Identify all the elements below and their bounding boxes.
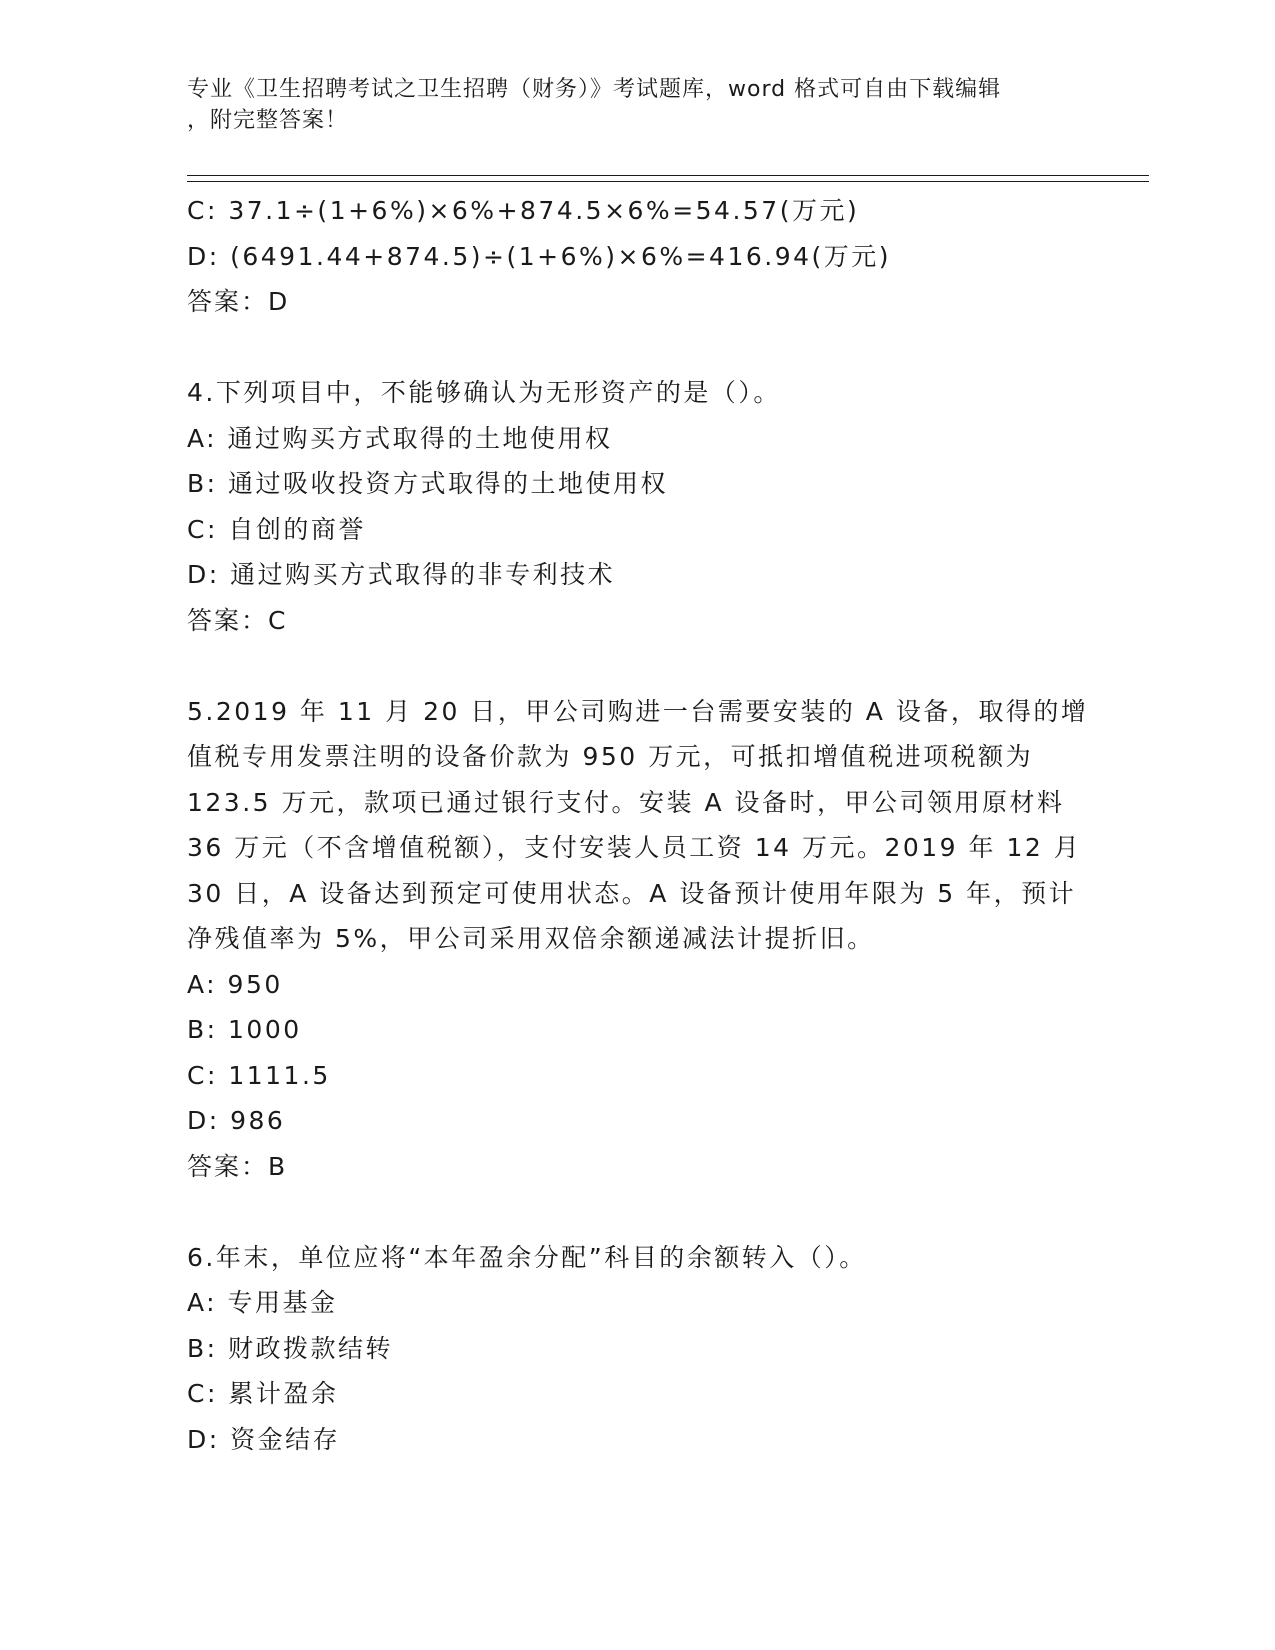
- q3-option-c: C: 37.1÷(1+6%)×6%+874.5×6%=54.57(万元): [187, 196, 860, 225]
- q5-stem-line-1: 5.2019 年 11 月 20 日，甲公司购进一台需要安装的 A 设备，取得的增: [187, 696, 1089, 726]
- q6-stem: 6.年末，单位应将“本年盈余分配”科目的余额转入（）。: [187, 1242, 867, 1272]
- question-3-tail: [187, 188, 1107, 325]
- q6-option-b: B: 财政拨款结转: [187, 1333, 394, 1363]
- q6-option-a: A: 专用基金: [187, 1288, 338, 1317]
- q5-stem-line-6: 净残值率为 5%，甲公司采用双倍余额递减法计提折旧。: [187, 924, 875, 953]
- spacer: [187, 643, 1107, 689]
- q5-answer: 答案：B: [187, 1151, 288, 1181]
- q4-stem: 4.下列项目中，不能够确认为无形资产的是（）。: [187, 378, 781, 407]
- question-4: [187, 370, 1107, 643]
- q5-option-a: A: 950: [187, 969, 283, 999]
- spacer: [187, 325, 1107, 371]
- q4-option-d: D: 通过购买方式取得的非专利技术: [187, 560, 616, 589]
- q5-option-b: B: 1000: [187, 1015, 302, 1044]
- q3-option-d: D: (6491.44+874.5)÷(1+6%)×6%=416.94(万元): [187, 241, 892, 271]
- q4-option-c: C: 自创的商誉: [187, 514, 366, 544]
- q3-answer: 答案：D: [187, 287, 290, 316]
- q4-answer: 答案：C: [187, 605, 288, 635]
- header-divider-top: [187, 175, 1149, 176]
- q5-option-c: C: 1111.5: [187, 1060, 331, 1090]
- header-divider-bottom: [187, 181, 1149, 182]
- spacer: [187, 1189, 1107, 1235]
- question-content: [187, 188, 1107, 1462]
- question-5: [187, 689, 1107, 1190]
- q4-option-b: B: 通过吸收投资方式取得的土地使用权: [187, 469, 669, 498]
- question-6: [187, 1235, 1107, 1463]
- q5-stem-line-2: 值税专用发票注明的设备价款为 950 万元，可抵扣增值税进项税额为: [187, 742, 1034, 771]
- document-header: 专业《卫生招聘考试之卫生招聘（财务）》考试题库，word 格式可自由下载编辑 ，附完整答案！: [187, 77, 1002, 133]
- q6-option-d: D: 资金结存: [187, 1424, 341, 1454]
- q6-option-c: C: 累计盈余: [187, 1379, 339, 1408]
- q5-option-d: D: 986: [187, 1106, 286, 1135]
- q4-option-a: A: 通过购买方式取得的土地使用权: [187, 423, 613, 453]
- q5-stem-line-4: 36 万元（不含增值税额），支付安装人员工资 14 万元。2019 年 12 月: [187, 833, 1082, 862]
- q5-stem-line-3: 123.5 万元，款项已通过银行支付。安装 A 设备时，甲公司领用原材料: [187, 787, 1065, 817]
- q5-stem-line-5: 30 日，A 设备达到预定可使用状态。A 设备预计使用年限为 5 年，预计: [187, 878, 1077, 908]
